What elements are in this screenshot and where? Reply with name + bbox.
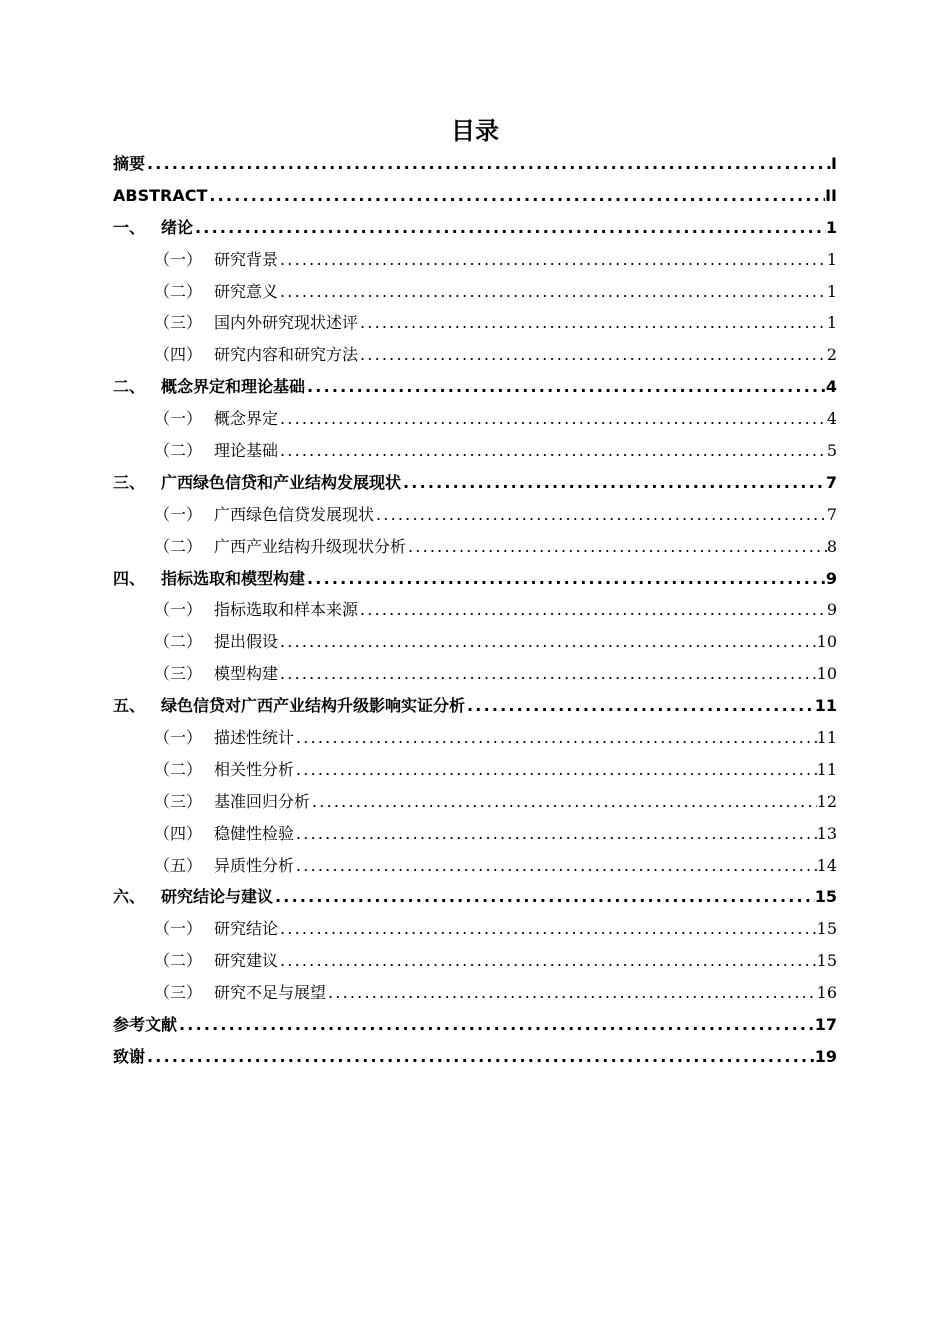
toc-entry-number: 五、 <box>113 696 146 716</box>
toc-dot-leader <box>310 786 817 818</box>
toc-entry-title: 广西绿色信贷和产业结构发展现状 <box>161 472 402 492</box>
toc-entry-title: 相关性分析 <box>214 759 295 779</box>
toc-entry-title: 研究不足与展望 <box>214 983 327 1003</box>
toc-section-entry[interactable] <box>113 913 837 945</box>
toc-page-number: 1 <box>826 249 837 269</box>
toc-entry-number: 二、 <box>113 377 146 397</box>
toc-entry-number: （一） <box>154 600 203 620</box>
toc-dot-leader <box>278 403 827 435</box>
toc-entry-title: 稳健性检验 <box>214 823 295 843</box>
toc-page-number: II <box>825 185 837 205</box>
toc-entry-title: 绪论 <box>161 217 194 237</box>
toc-entry-title: 基准回归分析 <box>214 791 311 811</box>
toc-chapter-entry[interactable] <box>113 148 837 180</box>
toc-section-entry[interactable] <box>113 658 837 690</box>
toc-section-entry[interactable] <box>113 594 837 626</box>
toc-entry-title: 参考文献 <box>113 1015 178 1035</box>
toc-page-number: 7 <box>826 504 837 524</box>
toc-section-entry[interactable] <box>113 531 837 563</box>
toc-entry-title: 研究结论 <box>214 919 279 939</box>
toc-chapter-entry[interactable] <box>113 1009 837 1041</box>
toc-entry-title: 研究意义 <box>214 281 279 301</box>
toc-dot-leader <box>207 180 825 212</box>
toc-page-number: 1 <box>826 281 837 301</box>
toc-dot-leader <box>278 435 827 467</box>
toc-section-entry[interactable] <box>113 403 837 435</box>
toc-entry-title: 异质性分析 <box>214 855 295 875</box>
toc-entry-title: 绿色信贷对广西产业结构升级影响实证分析 <box>161 696 466 716</box>
toc-page-number: 2 <box>826 345 837 365</box>
toc-section-entry[interactable] <box>113 722 837 754</box>
toc-chapter-entry[interactable] <box>113 563 837 595</box>
toc-entry-title: 致谢 <box>113 1046 146 1066</box>
toc-entry-number: （三） <box>154 664 203 684</box>
toc-entry-number: 六、 <box>113 887 146 907</box>
toc-entry-number: （一） <box>154 728 203 748</box>
toc-page-number: 4 <box>825 377 837 397</box>
toc-page-number: 10 <box>816 664 837 684</box>
toc-entry-title: ABSTRACT <box>113 185 208 205</box>
toc-dot-leader <box>193 212 826 244</box>
toc-page-number: 11 <box>816 759 837 779</box>
toc-dot-leader <box>294 722 817 754</box>
toc-section-entry[interactable] <box>113 435 837 467</box>
toc-entry-title: 概念界定和理论基础 <box>161 377 306 397</box>
toc-section-entry[interactable] <box>113 945 837 977</box>
toc-page-number: 16 <box>816 983 837 1003</box>
toc-chapter-entry[interactable] <box>113 881 837 913</box>
toc-dot-leader <box>294 754 817 786</box>
toc-section-entry[interactable] <box>113 499 837 531</box>
toc-section-entry[interactable] <box>113 754 837 786</box>
toc-entry-number: （二） <box>154 759 203 779</box>
toc-section-entry[interactable] <box>113 626 837 658</box>
toc-dot-leader <box>358 594 827 626</box>
toc-entry-title: 指标选取和模型构建 <box>161 568 306 588</box>
toc-entry-number: （二） <box>154 441 203 461</box>
toc-chapter-entry[interactable] <box>113 212 837 244</box>
toc-dot-leader <box>358 339 827 371</box>
toc-dot-leader <box>145 1041 815 1073</box>
toc-entry-number: （一） <box>154 504 203 524</box>
toc-dot-leader <box>273 881 815 913</box>
toc-entry-title: 研究结论与建议 <box>161 887 274 907</box>
toc-entry-title: 广西绿色信贷发展现状 <box>214 504 375 524</box>
toc-dot-leader <box>278 945 817 977</box>
toc-entry-number: （一） <box>154 249 203 269</box>
toc-page-number: 1 <box>826 313 837 333</box>
toc-entry-title: 模型构建 <box>214 664 279 684</box>
toc-section-entry[interactable] <box>113 786 837 818</box>
toc-entry-number: （三） <box>154 313 203 333</box>
toc-page-number: 1 <box>825 217 837 237</box>
toc-entry-number: （三） <box>154 983 203 1003</box>
toc-page-number: 4 <box>826 409 837 429</box>
toc-entry-number: （二） <box>154 632 203 652</box>
toc-dot-leader <box>401 467 826 499</box>
toc-chapter-entry[interactable] <box>113 371 837 403</box>
toc-section-entry[interactable] <box>113 244 837 276</box>
toc-dot-leader <box>326 977 817 1009</box>
toc-entry-title: 研究内容和研究方法 <box>214 345 359 365</box>
toc-page-number: 14 <box>816 855 837 875</box>
toc-page-number: I <box>831 154 837 173</box>
toc-entry-number: （四） <box>154 345 203 365</box>
toc-section-entry[interactable] <box>113 818 837 850</box>
toc-entry-number: （二） <box>154 536 203 556</box>
toc-page-number: 8 <box>826 536 837 556</box>
toc-entry-number: （二） <box>154 951 203 971</box>
toc-page-number: 15 <box>814 887 837 907</box>
toc-dot-leader <box>374 499 827 531</box>
toc-entry-title: 研究背景 <box>214 249 279 269</box>
toc-entry-title: 指标选取和样本来源 <box>214 600 359 620</box>
toc-entry-title: 理论基础 <box>214 441 279 461</box>
toc-entry-number: （二） <box>154 281 203 301</box>
toc-entry-title: 国内外研究现状述评 <box>214 313 359 333</box>
toc-entry-number: （四） <box>154 823 203 843</box>
toc-entry-title: 摘要 <box>113 154 146 173</box>
toc-dot-leader <box>406 531 827 563</box>
toc-dot-leader <box>305 563 826 595</box>
toc-dot-leader <box>278 276 827 308</box>
toc-chapter-entry[interactable] <box>113 467 837 499</box>
toc-entry-number: （三） <box>154 791 203 811</box>
toc-dot-leader <box>278 244 827 276</box>
toc-dot-leader <box>278 658 817 690</box>
toc-page-number: 15 <box>816 919 837 939</box>
toc-entry-title: 提出假设 <box>214 632 279 652</box>
toc-dot-leader <box>305 371 826 403</box>
toc-dot-leader <box>278 913 817 945</box>
toc-chapter-entry[interactable] <box>113 1041 837 1073</box>
toc-section-entry[interactable] <box>113 339 837 371</box>
toc-entry-title: 概念界定 <box>214 409 279 429</box>
toc-entry-number: 四、 <box>113 568 146 588</box>
toc-dot-leader <box>358 307 827 339</box>
toc-entry-number: 三、 <box>113 472 146 492</box>
toc-section-entry[interactable] <box>113 850 837 882</box>
toc-chapter-entry[interactable] <box>113 690 837 722</box>
toc-page-number: 13 <box>816 823 837 843</box>
table-of-contents <box>113 148 837 1073</box>
toc-section-entry[interactable] <box>113 977 837 1009</box>
toc-section-entry[interactable] <box>113 276 837 308</box>
toc-entry-number: 一、 <box>113 217 146 237</box>
toc-page-number: 17 <box>814 1015 837 1035</box>
toc-page-number: 10 <box>816 632 837 652</box>
toc-page-number: 9 <box>825 568 837 588</box>
toc-page-number: 11 <box>816 728 837 748</box>
toc-chapter-entry[interactable] <box>113 180 837 212</box>
toc-entry-title: 研究建议 <box>214 951 279 971</box>
toc-page-number: 11 <box>814 696 837 716</box>
toc-dot-leader <box>465 690 815 722</box>
toc-entry-number: （一） <box>154 919 203 939</box>
toc-entry-title: 广西产业结构升级现状分析 <box>214 536 407 556</box>
toc-page-number: 12 <box>816 791 837 811</box>
toc-page-number: 19 <box>814 1046 837 1066</box>
toc-entry-number: （五） <box>154 855 203 875</box>
toc-entry-title: 描述性统计 <box>214 728 295 748</box>
toc-dot-leader <box>278 626 817 658</box>
toc-dot-leader <box>177 1009 815 1041</box>
toc-entry-number: （一） <box>154 409 203 429</box>
toc-dot-leader <box>294 818 817 850</box>
toc-page-number: 5 <box>826 441 837 461</box>
toc-dot-leader <box>145 148 831 180</box>
toc-title: 目录 <box>451 117 499 145</box>
toc-page-number: 15 <box>816 951 837 971</box>
toc-page-number: 7 <box>825 472 837 492</box>
toc-section-entry[interactable] <box>113 307 837 339</box>
toc-page-number: 9 <box>826 600 837 620</box>
toc-dot-leader <box>294 850 817 882</box>
